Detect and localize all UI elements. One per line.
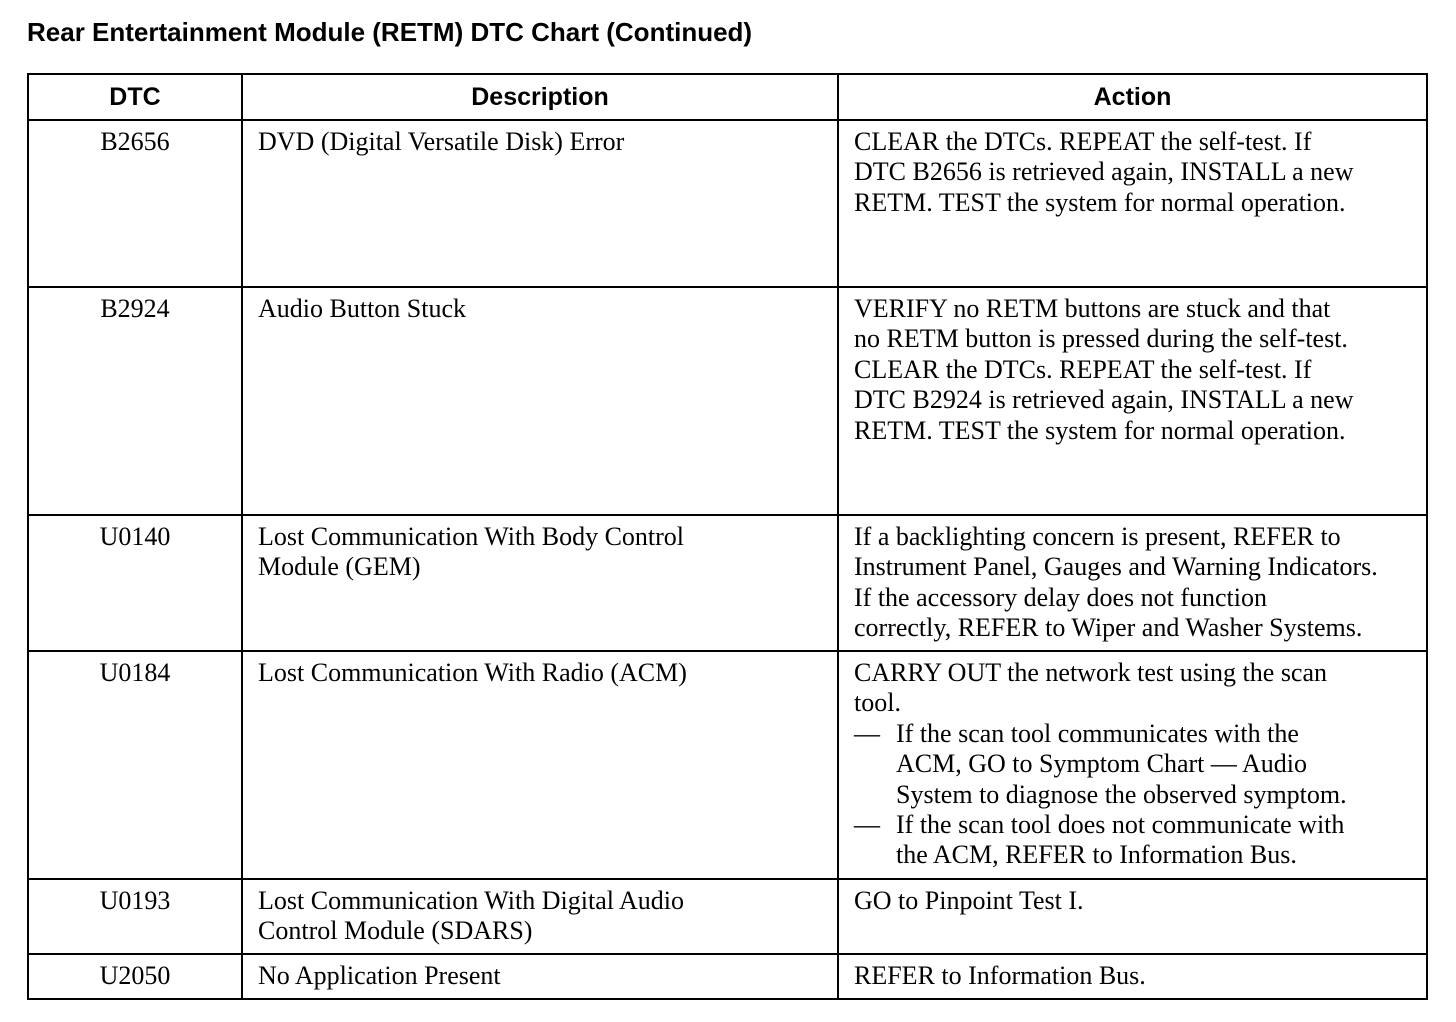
table-row: [28, 515, 1427, 651]
page-title: Rear Entertainment Module (RETM) DTC Chart (Continued): [27, 17, 753, 47]
dtc-action: [838, 515, 1427, 651]
description-line: Audio Button Stuck: [258, 294, 467, 323]
dtc-code: U0140: [28, 515, 242, 651]
dtc-code: U0193: [28, 879, 242, 954]
action-line: REFER to Information Bus.: [854, 961, 1146, 990]
description-line: Lost Communication With Body Control: [258, 522, 685, 551]
description-line: Module (GEM): [258, 552, 421, 582]
column-header-dtc: DTC: [28, 74, 242, 120]
action-line: GO to Pinpoint Test I.: [854, 886, 1084, 915]
dtc-description: [242, 515, 838, 651]
em-dash-bullet: —: [854, 718, 880, 748]
dtc-description: [242, 879, 838, 954]
dtc-action: [838, 120, 1427, 287]
action-line: If a backlighting concern is present, REFER to: [854, 522, 1341, 551]
action-line: RETM. TEST the system for normal operation.: [854, 187, 1346, 217]
description-line: Lost Communication With Radio (ACM): [258, 658, 687, 687]
action-line: CLEAR the DTCs. REPEAT the self-test. If: [854, 354, 1312, 384]
action-line: Instrument Panel, Gauges and Warning Indicators.: [854, 552, 1378, 582]
action-line: CARRY OUT the network test using the scan: [854, 658, 1328, 687]
dtc-action: [838, 879, 1427, 954]
table-header-row: [28, 74, 1427, 120]
table-row: [28, 954, 1427, 999]
description-line: Lost Communication With Digital Audio: [258, 886, 685, 915]
dtc-action: [838, 954, 1427, 999]
action-sub-line: If the scan tool communicates with the: [896, 718, 1299, 748]
column-header-action: Action: [838, 74, 1427, 120]
table-row: [28, 287, 1427, 515]
action-line: DTC B2656 is retrieved again, INSTALL a new: [854, 157, 1354, 187]
action-line: correctly, REFER to Wiper and Washer Systems.: [854, 613, 1363, 643]
dtc-code: B2656: [28, 120, 242, 287]
dtc-table: [27, 73, 1428, 1000]
description-line: No Application Present: [258, 961, 501, 990]
dtc-description: [242, 287, 838, 515]
action-line: DTC B2924 is retrieved again, INSTALL a new: [854, 385, 1354, 415]
dtc-action: [838, 651, 1427, 879]
dtc-action: [838, 287, 1427, 515]
dtc-code: B2924: [28, 287, 242, 515]
action-sub-item: [854, 810, 1416, 871]
dtc-description: [242, 120, 838, 287]
table-row: [28, 879, 1427, 954]
action-line: RETM. TEST the system for normal operation.: [854, 415, 1346, 445]
description-line: Control Module (SDARS): [258, 916, 533, 946]
action-sub-item: [854, 719, 1416, 810]
dtc-code: U0184: [28, 651, 242, 879]
em-dash-bullet: —: [854, 810, 880, 840]
column-header-description: Description: [242, 74, 838, 120]
action-sub-line: ACM, GO to Symptom Chart — Audio: [896, 749, 1307, 779]
dtc-code: U2050: [28, 954, 242, 999]
action-sub-line: If the scan tool does not communicate with: [896, 810, 1345, 840]
table-row: [28, 120, 1427, 287]
table-row: [28, 651, 1427, 879]
action-line: tool.: [854, 688, 901, 718]
dtc-description: [242, 954, 838, 999]
action-line: no RETM button is pressed during the self-test.: [854, 324, 1348, 354]
action-sub-line: the ACM, REFER to Information Bus.: [896, 840, 1297, 870]
action-line: CLEAR the DTCs. REPEAT the self-test. If: [854, 127, 1312, 156]
action-line: If the accessory delay does not function: [854, 582, 1267, 612]
action-sub-line: System to diagnose the observed symptom.: [896, 779, 1347, 809]
description-line: DVD (Digital Versatile Disk) Error: [258, 127, 625, 156]
dtc-description: [242, 651, 838, 879]
action-line: VERIFY no RETM buttons are stuck and that: [854, 294, 1331, 323]
